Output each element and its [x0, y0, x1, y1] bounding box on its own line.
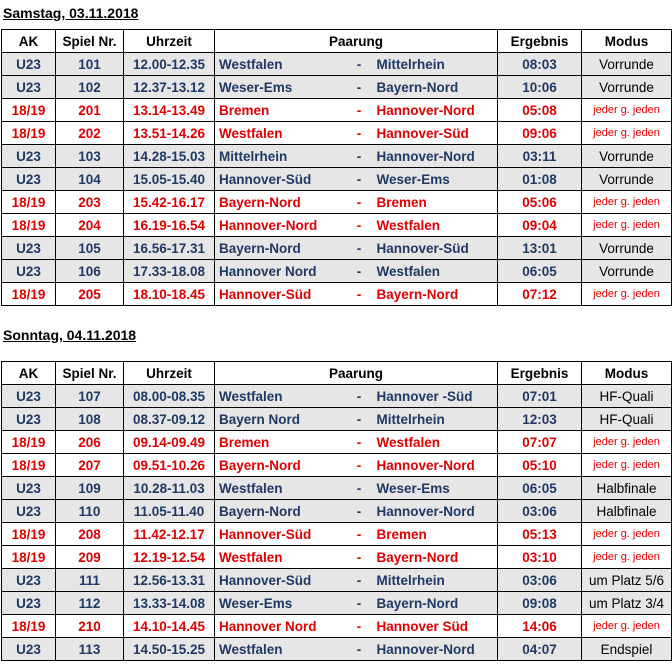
result-cell: 09:08: [498, 592, 582, 615]
home-team-cell: Westfalen: [215, 122, 346, 145]
time-cell: 13.14-13.49: [124, 99, 215, 122]
age-class-cell: U23: [2, 76, 56, 99]
home-team-cell: Westfalen: [215, 638, 346, 661]
separator-cell: -: [346, 408, 373, 431]
away-team-cell: Westfalen: [373, 214, 498, 237]
home-team-cell: Westfalen: [215, 53, 346, 76]
home-team-cell: Bayern-Nord: [215, 237, 346, 260]
away-team-cell: Weser-Ems: [373, 477, 498, 500]
table-row: [2, 145, 672, 168]
mode-cell: Halbfinale: [582, 500, 672, 523]
game-number-cell: 111: [56, 569, 124, 592]
home-team-cell: Bremen: [215, 431, 346, 454]
table-row: [2, 431, 672, 454]
time-cell: 09.51-10.26: [124, 454, 215, 477]
game-number-cell: 202: [56, 122, 124, 145]
time-cell: 08.37-09.12: [124, 408, 215, 431]
result-cell: 08:03: [498, 53, 582, 76]
age-class-cell: 18/19: [2, 615, 56, 638]
mode-cell: jeder g. jeden: [582, 99, 672, 122]
header-uhrzeit: Uhrzeit: [124, 30, 215, 53]
age-class-cell: 18/19: [2, 191, 56, 214]
mode-cell: um Platz 3/4: [582, 592, 672, 615]
game-number-cell: 108: [56, 408, 124, 431]
away-team-cell: Hannover-Süd: [373, 237, 498, 260]
separator-cell: -: [346, 638, 373, 661]
separator-cell: -: [346, 431, 373, 454]
separator-cell: -: [346, 145, 373, 168]
result-cell: 07:12: [498, 283, 582, 306]
age-class-cell: U23: [2, 53, 56, 76]
time-cell: 09.14-09.49: [124, 431, 215, 454]
away-team-cell: Hannover-Nord: [373, 99, 498, 122]
time-cell: 14.10-14.45: [124, 615, 215, 638]
table-row: [2, 638, 672, 661]
table-row: [2, 76, 672, 99]
away-team-cell: Westfalen: [373, 260, 498, 283]
separator-cell: -: [346, 592, 373, 615]
result-cell: 06:05: [498, 477, 582, 500]
time-cell: 12.37-13.12: [124, 76, 215, 99]
sunday-schedule-table: [1, 361, 672, 661]
mode-cell: jeder g. jeden: [582, 523, 672, 546]
mode-cell: HF-Quali: [582, 385, 672, 408]
game-number-cell: 207: [56, 454, 124, 477]
separator-cell: -: [346, 260, 373, 283]
home-team-cell: Westfalen: [215, 477, 346, 500]
separator-cell: -: [346, 99, 373, 122]
table-row: [2, 523, 672, 546]
game-number-cell: 104: [56, 168, 124, 191]
away-team-cell: Hannover-Nord: [373, 500, 498, 523]
game-number-cell: 101: [56, 53, 124, 76]
home-team-cell: Bayern-Nord: [215, 191, 346, 214]
age-class-cell: U23: [2, 168, 56, 191]
result-cell: 06:05: [498, 260, 582, 283]
game-number-cell: 112: [56, 592, 124, 615]
saturday-title: Samstag, 03.11.2018: [3, 5, 139, 21]
time-cell: 15.05-15.40: [124, 168, 215, 191]
separator-cell: -: [346, 500, 373, 523]
mode-cell: Vorrunde: [582, 237, 672, 260]
age-class-cell: U23: [2, 237, 56, 260]
game-number-cell: 210: [56, 615, 124, 638]
away-team-cell: Bayern-Nord: [373, 592, 498, 615]
mode-cell: jeder g. jeden: [582, 454, 672, 477]
home-team-cell: Westfalen: [215, 546, 346, 569]
result-cell: 14:06: [498, 615, 582, 638]
game-number-cell: 103: [56, 145, 124, 168]
time-cell: 11.42-12.17: [124, 523, 215, 546]
away-team-cell: Bayern-Nord: [373, 283, 498, 306]
game-number-cell: 109: [56, 477, 124, 500]
age-class-cell: U23: [2, 385, 56, 408]
age-class-cell: 18/19: [2, 283, 56, 306]
age-class-cell: U23: [2, 260, 56, 283]
result-cell: 13:01: [498, 237, 582, 260]
header-paarung: Paarung: [215, 30, 498, 53]
age-class-cell: 18/19: [2, 523, 56, 546]
age-class-cell: U23: [2, 477, 56, 500]
time-cell: 12.56-13.31: [124, 569, 215, 592]
sunday-title: Sonntag, 04.11.2018: [3, 327, 137, 343]
header-modus: Modus: [582, 362, 672, 385]
game-number-cell: 201: [56, 99, 124, 122]
age-class-cell: U23: [2, 408, 56, 431]
game-number-cell: 102: [56, 76, 124, 99]
header-spiel-nr: Spiel Nr.: [56, 362, 124, 385]
away-team-cell: Mittelrhein: [373, 408, 498, 431]
age-class-cell: 18/19: [2, 454, 56, 477]
away-team-cell: Hannover-Süd: [373, 122, 498, 145]
header-ak: AK: [2, 30, 56, 53]
table-row: [2, 408, 672, 431]
table-row: [2, 168, 672, 191]
saturday-schedule-table: [1, 29, 672, 306]
mode-cell: Vorrunde: [582, 53, 672, 76]
mode-cell: jeder g. jeden: [582, 191, 672, 214]
game-number-cell: 203: [56, 191, 124, 214]
result-cell: 09:04: [498, 214, 582, 237]
mode-cell: jeder g. jeden: [582, 122, 672, 145]
game-number-cell: 209: [56, 546, 124, 569]
game-number-cell: 106: [56, 260, 124, 283]
saturday-rows: [2, 53, 672, 306]
result-cell: 05:13: [498, 523, 582, 546]
age-class-cell: 18/19: [2, 431, 56, 454]
table-row: [2, 214, 672, 237]
home-team-cell: Bayern-Nord: [215, 454, 346, 477]
header-spiel-nr: Spiel Nr.: [56, 30, 124, 53]
result-cell: 09:06: [498, 122, 582, 145]
result-cell: 03:06: [498, 500, 582, 523]
table-row: [2, 569, 672, 592]
header-row: [2, 362, 672, 385]
mode-cell: jeder g. jeden: [582, 283, 672, 306]
time-cell: 13.51-14.26: [124, 122, 215, 145]
time-cell: 16.19-16.54: [124, 214, 215, 237]
home-team-cell: Westfalen: [215, 385, 346, 408]
header-ak: AK: [2, 362, 56, 385]
home-team-cell: Weser-Ems: [215, 76, 346, 99]
game-number-cell: 205: [56, 283, 124, 306]
time-cell: 16.56-17.31: [124, 237, 215, 260]
age-class-cell: U23: [2, 500, 56, 523]
home-team-cell: Bayern Nord: [215, 408, 346, 431]
home-team-cell: Bremen: [215, 99, 346, 122]
result-cell: 12:03: [498, 408, 582, 431]
separator-cell: -: [346, 546, 373, 569]
time-cell: 15.42-16.17: [124, 191, 215, 214]
table-row: [2, 122, 672, 145]
result-cell: 03:11: [498, 145, 582, 168]
table-row: [2, 454, 672, 477]
away-team-cell: Bayern-Nord: [373, 546, 498, 569]
separator-cell: -: [346, 214, 373, 237]
home-team-cell: Hannover-Süd: [215, 569, 346, 592]
sunday-rows: [2, 385, 672, 661]
time-cell: 08.00-08.35: [124, 385, 215, 408]
table-row: [2, 99, 672, 122]
header-uhrzeit: Uhrzeit: [124, 362, 215, 385]
mode-cell: Halbfinale: [582, 477, 672, 500]
mode-cell: Vorrunde: [582, 145, 672, 168]
time-cell: 17.33-18.08: [124, 260, 215, 283]
table-row: [2, 500, 672, 523]
home-team-cell: Hannover-Nord: [215, 214, 346, 237]
result-cell: 05:06: [498, 191, 582, 214]
home-team-cell: Hannover Nord: [215, 260, 346, 283]
away-team-cell: Mittelrhein: [373, 53, 498, 76]
table-row: [2, 191, 672, 214]
time-cell: 10.28-11.03: [124, 477, 215, 500]
game-number-cell: 107: [56, 385, 124, 408]
time-cell: 12.00-12.35: [124, 53, 215, 76]
table-row: [2, 53, 672, 76]
away-team-cell: Hannover-Nord: [373, 145, 498, 168]
time-cell: 11.05-11.40: [124, 500, 215, 523]
mode-cell: jeder g. jeden: [582, 546, 672, 569]
result-cell: 03:06: [498, 569, 582, 592]
header-ergebnis: Ergebnis: [498, 30, 582, 53]
mode-cell: Vorrunde: [582, 260, 672, 283]
age-class-cell: 18/19: [2, 99, 56, 122]
away-team-cell: Hannover -Süd: [373, 385, 498, 408]
home-team-cell: Hannover Nord: [215, 615, 346, 638]
home-team-cell: Hannover-Süd: [215, 523, 346, 546]
away-team-cell: Bremen: [373, 523, 498, 546]
time-cell: 18.10-18.45: [124, 283, 215, 306]
home-team-cell: Hannover-Süd: [215, 283, 346, 306]
away-team-cell: Hannover Süd: [373, 615, 498, 638]
away-team-cell: Bremen: [373, 191, 498, 214]
away-team-cell: Mittelrhein: [373, 569, 498, 592]
result-cell: 07:07: [498, 431, 582, 454]
table-row: [2, 546, 672, 569]
game-number-cell: 110: [56, 500, 124, 523]
game-number-cell: 105: [56, 237, 124, 260]
game-number-cell: 113: [56, 638, 124, 661]
separator-cell: -: [346, 191, 373, 214]
table-row: [2, 260, 672, 283]
mode-cell: HF-Quali: [582, 408, 672, 431]
age-class-cell: U23: [2, 638, 56, 661]
age-class-cell: U23: [2, 569, 56, 592]
age-class-cell: U23: [2, 145, 56, 168]
time-cell: 14.28-15.03: [124, 145, 215, 168]
separator-cell: -: [346, 283, 373, 306]
separator-cell: -: [346, 477, 373, 500]
age-class-cell: U23: [2, 592, 56, 615]
home-team-cell: Weser-Ems: [215, 592, 346, 615]
result-cell: 03:10: [498, 546, 582, 569]
away-team-cell: Weser-Ems: [373, 168, 498, 191]
header-modus: Modus: [582, 30, 672, 53]
header-ergebnis: Ergebnis: [498, 362, 582, 385]
separator-cell: -: [346, 615, 373, 638]
separator-cell: -: [346, 122, 373, 145]
mode-cell: um Platz 5/6: [582, 569, 672, 592]
game-number-cell: 206: [56, 431, 124, 454]
home-team-cell: Bayern-Nord: [215, 500, 346, 523]
mode-cell: Endspiel: [582, 638, 672, 661]
mode-cell: jeder g. jeden: [582, 615, 672, 638]
table-row: [2, 283, 672, 306]
mode-cell: jeder g. jeden: [582, 431, 672, 454]
away-team-cell: Bayern-Nord: [373, 76, 498, 99]
away-team-cell: Westfalen: [373, 431, 498, 454]
time-cell: 14.50-15.25: [124, 638, 215, 661]
home-team-cell: Mittelrhein: [215, 145, 346, 168]
mode-cell: Vorrunde: [582, 168, 672, 191]
result-cell: 05:10: [498, 454, 582, 477]
away-team-cell: Hannover-Nord: [373, 638, 498, 661]
age-class-cell: 18/19: [2, 546, 56, 569]
table-row: [2, 237, 672, 260]
home-team-cell: Hannover-Süd: [215, 168, 346, 191]
age-class-cell: 18/19: [2, 214, 56, 237]
table-row: [2, 385, 672, 408]
header-paarung: Paarung: [215, 362, 498, 385]
result-cell: 05:08: [498, 99, 582, 122]
mode-cell: Vorrunde: [582, 76, 672, 99]
time-cell: 13.33-14.08: [124, 592, 215, 615]
result-cell: 01:08: [498, 168, 582, 191]
separator-cell: -: [346, 76, 373, 99]
game-number-cell: 208: [56, 523, 124, 546]
result-cell: 10:06: [498, 76, 582, 99]
header-row: [2, 30, 672, 53]
separator-cell: -: [346, 385, 373, 408]
separator-cell: -: [346, 168, 373, 191]
mode-cell: jeder g. jeden: [582, 214, 672, 237]
separator-cell: -: [346, 569, 373, 592]
time-cell: 12.19-12.54: [124, 546, 215, 569]
result-cell: 04:07: [498, 638, 582, 661]
separator-cell: -: [346, 237, 373, 260]
separator-cell: -: [346, 53, 373, 76]
table-row: [2, 477, 672, 500]
table-row: [2, 592, 672, 615]
age-class-cell: 18/19: [2, 122, 56, 145]
result-cell: 07:01: [498, 385, 582, 408]
game-number-cell: 204: [56, 214, 124, 237]
separator-cell: -: [346, 523, 373, 546]
separator-cell: -: [346, 454, 373, 477]
away-team-cell: Hannover-Nord: [373, 454, 498, 477]
table-row: [2, 615, 672, 638]
